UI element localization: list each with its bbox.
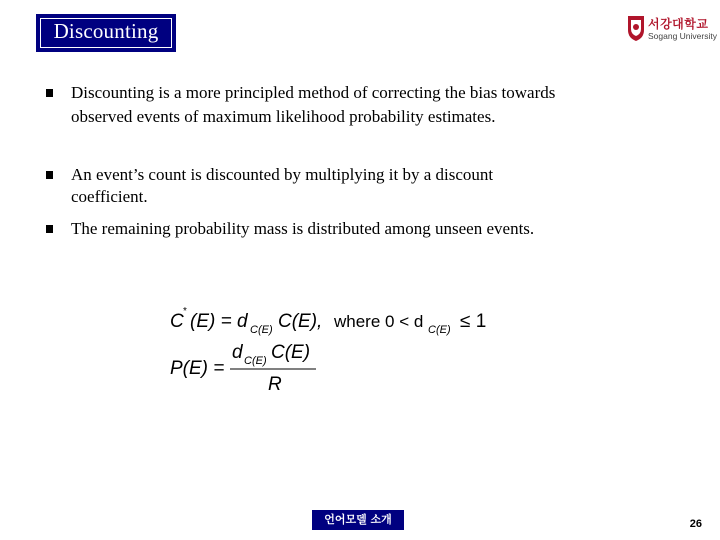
formula-eq2-num-rest: C(E): [271, 342, 311, 363]
formula-eq1-sub2: C(E): [428, 324, 451, 336]
university-logo: [626, 14, 716, 44]
formula-eq1-arg: (E) = d: [190, 311, 248, 332]
formula-eq2-lhs: P(E) =: [170, 358, 225, 379]
bullet-line: Discounting is a more principled method of correcting the bias towards: [71, 83, 556, 102]
formula-eq1-cond: ≤ 1: [460, 311, 487, 332]
bullet-line: observed events of maximum likelihood probability estimates.: [71, 107, 496, 126]
discount-formula: [170, 300, 500, 400]
footer-label: 언어모델 소개: [312, 510, 404, 530]
slide-title-box: [36, 14, 176, 52]
bullet-line: The remaining probability mass is distributed among unseen events.: [71, 219, 535, 238]
formula-eq1-sub: C(E): [250, 324, 273, 336]
formula-eq2-num: d: [232, 342, 243, 363]
formula-eq2-den: R: [268, 374, 282, 395]
page-number: 26: [689, 518, 702, 530]
formula-eq1-star: *: [183, 306, 187, 317]
formula-eq2-num-sub: C(E): [244, 355, 267, 367]
bullet-line: coefficient.: [71, 187, 148, 206]
logo-name-korean: 서강대학교: [648, 17, 709, 31]
formula-eq1-rhs: C(E),: [278, 311, 323, 332]
university-seal-icon: [626, 14, 646, 42]
formula-eq1-lhs: C: [170, 311, 184, 332]
formula-eq1-where: where 0 < d: [334, 312, 424, 331]
bullet-line: An event’s count is discounted by multiplying it by a discount: [71, 165, 494, 184]
logo-name-english: Sogang University: [648, 31, 717, 41]
bullet-square-icon: [46, 89, 53, 97]
bullet-square-icon: [46, 225, 53, 233]
slide-title: Discounting: [53, 19, 159, 43]
bullet-square-icon: [46, 171, 53, 179]
